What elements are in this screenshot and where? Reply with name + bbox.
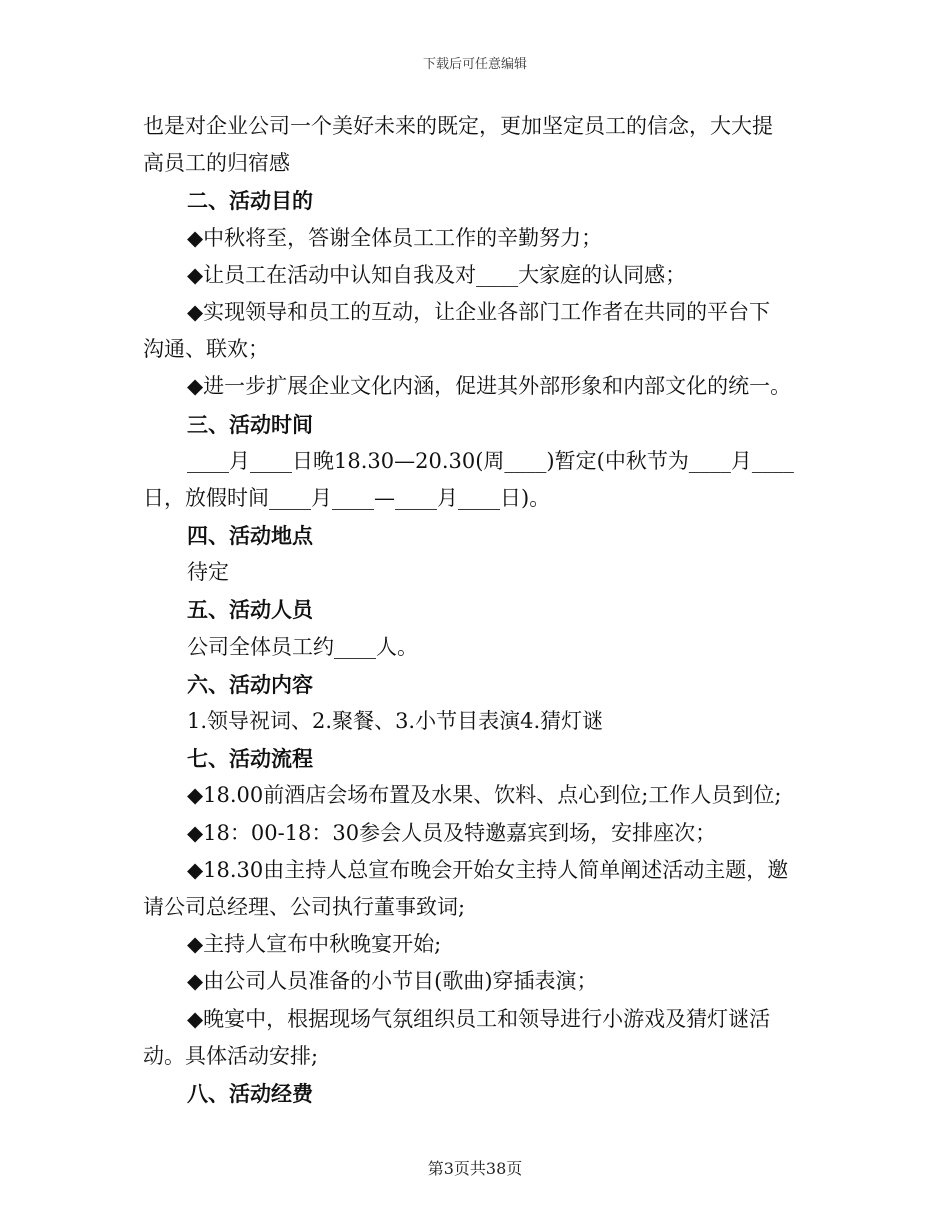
paragraph-line: 日，放假时间____月____—____月____日)。 — [143, 485, 551, 510]
page-footer: 第3页共38页 — [427, 1159, 523, 1178]
paragraph-line: ◆晚宴中，根据现场气氛组织员工和领导进行小游戏及猜灯谜活 — [187, 1006, 771, 1031]
section-heading: 六、活动内容 — [187, 671, 313, 697]
paragraph-line: 动。具体活动安排; — [143, 1043, 319, 1068]
paragraph-line: 也是对企业公司一个美好未来的既定，更加坚定员工的信念，大大提 — [143, 114, 773, 138]
paragraph-line: 请公司总经理、公司执行董事致词; — [143, 894, 466, 919]
paragraph-line: ◆中秋将至，答谢全体员工工作的辛勤努力； — [187, 225, 603, 250]
paragraph-line: ◆实现领导和员工的互动，让企业各部门工作者在共同的平台下 — [187, 299, 771, 324]
paragraph-line: ◆18.00前酒店会场布置及水果、饮料、点心到位;工作人员到位; — [187, 783, 782, 808]
paragraph-line: ____月____日晚18.30—20.30(周____)暂定(中秋节为____月____ — [187, 448, 794, 473]
section-heading: 五、活动人员 — [187, 597, 313, 623]
paragraph-line: ◆进一步扩展企业文化内涵，促进其外部形象和内部文化的统一。 — [187, 374, 792, 399]
paragraph-line: 沟通、联欢； — [143, 337, 269, 362]
paragraph-line: ◆18.30由主持人总宣布晚会开始女主持人简单阐述活动主题，邀 — [187, 857, 789, 882]
paragraph-line: ◆主持人宣布中秋晚宴开始; — [187, 932, 442, 957]
section-heading: 八、活动经费 — [187, 1080, 313, 1106]
section-heading: 三、活动时间 — [187, 411, 313, 437]
section-heading: 四、活动地点 — [187, 523, 313, 549]
paragraph-line: 高员工的归宿感 — [143, 151, 290, 176]
section-heading: 七、活动流程 — [187, 746, 313, 772]
paragraph-line: ◆由公司人员准备的小节目(歌曲)穿插表演； — [187, 969, 598, 994]
paragraph-line: 1.领导祝词、2.聚餐、3.小节目表演4.猜灯谜 — [187, 709, 604, 733]
paragraph-line: ◆让员工在活动中认知自我及对____大家庭的认同感； — [187, 262, 687, 287]
document-body — [143, 108, 815, 1112]
paragraph-line: ◆18：00-18：30参会人员及特邀嘉宾到场，安排座次； — [187, 820, 717, 845]
page-header: 下载后可任意编辑 — [422, 57, 527, 72]
paragraph-line: 公司全体员工约____人。 — [187, 634, 418, 659]
section-heading: 二、活动目的 — [187, 188, 313, 214]
paragraph-line: 待定 — [187, 560, 229, 585]
